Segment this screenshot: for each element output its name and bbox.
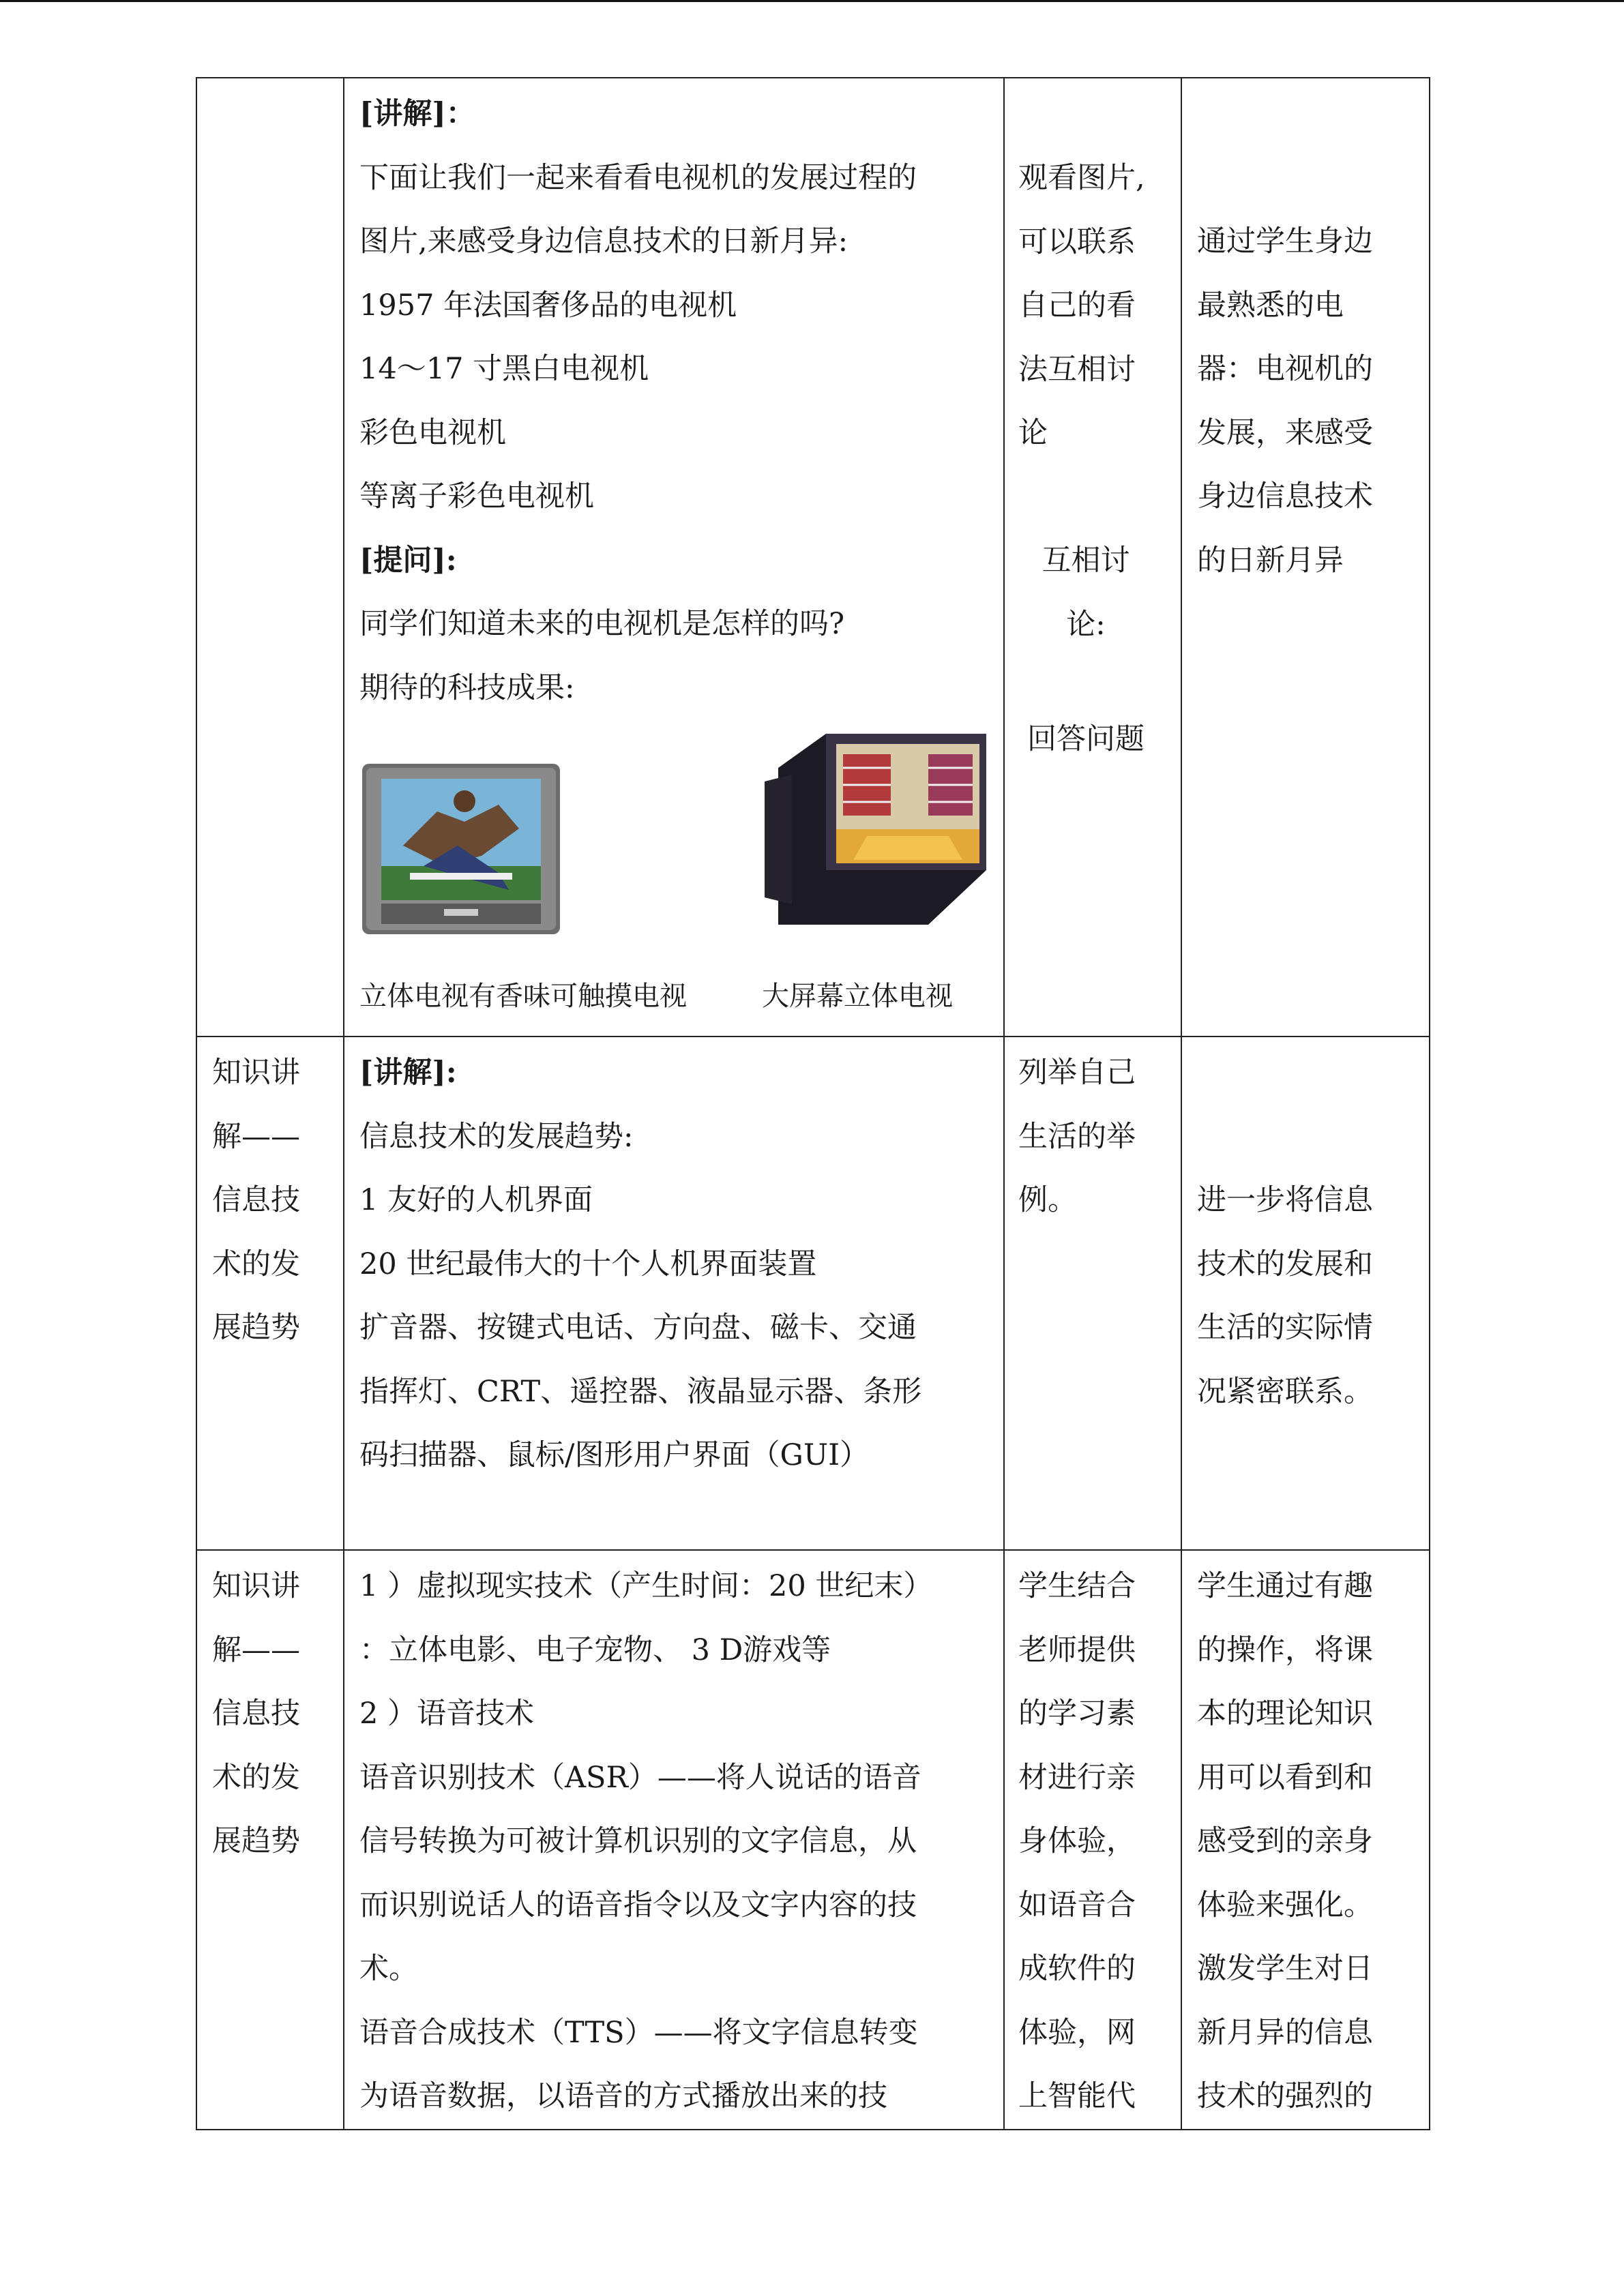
purpose-text-line: 技术的发展和 — [1197, 1247, 1373, 1281]
stage-cell — [196, 1037, 344, 1550]
student-text-line: 互相讨 — [1042, 543, 1130, 578]
student-text-line: 材进行亲 — [1018, 1760, 1136, 1795]
teacher-text-line: 扩音器、按键式电话、方向盘、磁卡、交通 — [359, 1311, 917, 1345]
teacher-text-line: 1957 年法国奢侈品的电视机 — [359, 288, 737, 323]
student-text-line: 的学习素 — [1018, 1697, 1136, 1731]
stage-label-line: 展趋势 — [212, 1311, 300, 1345]
table-row — [196, 1550, 1430, 2130]
teacher-text-line: 期待的科技成果: — [359, 670, 575, 705]
image-caption-left: 立体电视有香味可触摸电视 — [359, 981, 687, 1012]
student-text-line: 成软件的 — [1018, 1952, 1136, 1986]
section-heading: [讲解]： — [359, 97, 475, 131]
purpose-text-line: 新月异的信息 — [1197, 2015, 1373, 2050]
stage-label-line: 知识讲 — [212, 1056, 300, 1090]
purpose-cell — [1181, 78, 1430, 1037]
student-text-line: 生活的举 — [1018, 1119, 1136, 1154]
teacher-text-line: ：立体电影、电子宠物、 3 D游戏等 — [359, 1632, 831, 1667]
student-activity-cell — [1004, 78, 1181, 1037]
student-answer: 回答问题 — [1027, 722, 1145, 756]
teacher-activity-cell — [344, 1550, 1004, 2130]
purpose-cell — [1181, 1037, 1430, 1550]
stage-label-line: 解—— — [212, 1632, 300, 1667]
purpose-text-line: 的日新月异 — [1197, 543, 1344, 578]
teacher-text-line: 1 ）虚拟现实技术（产生时间：20 世纪末） — [359, 1569, 933, 1603]
stereo-tv-image — [362, 764, 560, 934]
student-text-line: 体验，网 — [1018, 2015, 1136, 2050]
teacher-text-line: 20 世纪最伟大的十个人机界面装置 — [359, 1247, 817, 1281]
image-caption-right: 大屏幕立体电视 — [762, 981, 953, 1012]
teacher-activity-cell — [344, 1037, 1004, 1550]
teacher-text-line: 彩色电视机 — [359, 415, 506, 450]
purpose-text-line: 体验来强化。 — [1197, 1888, 1373, 1922]
stage-label-line: 信息技 — [212, 1697, 300, 1731]
student-text-line: 身体验， — [1018, 1824, 1136, 1858]
student-text-line: 可以联系 — [1018, 224, 1136, 259]
student-text-line: 列举自己 — [1018, 1056, 1136, 1090]
stage-label-line: 信息技 — [212, 1183, 300, 1217]
stage-label-line: 知识讲 — [212, 1569, 300, 1603]
teacher-activity-cell — [344, 78, 1004, 1037]
student-text-line: 如语音合 — [1018, 1888, 1136, 1922]
student-text-line: 老师提供 — [1018, 1632, 1136, 1667]
stage-cell — [196, 1550, 344, 2130]
teacher-text-line: 语音合成技术（TTS）——将文字信息转变 — [359, 2015, 918, 2050]
purpose-text-line: 用可以看到和 — [1197, 1760, 1373, 1795]
teacher-text-line: 等离子彩色电视机 — [359, 479, 594, 513]
student-text-line: 例。 — [1018, 1183, 1077, 1217]
teacher-text-line: 图片,来感受身边信息技术的日新月异: — [359, 224, 848, 258]
purpose-text-line: 身边信息技术 — [1197, 479, 1373, 513]
teacher-text-line: 1 友好的人机界面 — [359, 1183, 593, 1217]
teacher-text-line: 14～17 寸黑白电视机 — [359, 352, 649, 386]
teacher-text-line: 信号转换为可被计算机识别的文字信息，从 — [359, 1824, 917, 1858]
teacher-text-line: 为语音数据，以语音的方式播放出来的技 — [359, 2079, 887, 2113]
student-text-line: 论: — [1066, 607, 1106, 642]
stage-cell — [196, 78, 344, 1037]
stage-label-line: 展趋势 — [212, 1824, 300, 1858]
purpose-text-line: 技术的强烈的 — [1197, 2079, 1373, 2113]
purpose-text-line: 最熟悉的电 — [1197, 288, 1344, 323]
purpose-text-line: 激发学生对日 — [1197, 1952, 1373, 1986]
student-activity-cell — [1004, 1550, 1181, 2130]
student-activity-cell — [1004, 1037, 1181, 1550]
tv-images — [359, 727, 990, 1020]
purpose-text-line: 本的理论知识 — [1197, 1697, 1373, 1731]
stage-label-line: 术的发 — [212, 1247, 300, 1281]
student-text-line: 上智能代 — [1018, 2079, 1136, 2113]
purpose-text-line: 感受到的亲身 — [1197, 1824, 1373, 1858]
table-row — [196, 78, 1430, 1037]
teacher-text-line: 术。 — [359, 1952, 418, 1986]
teacher-text-line: 信息技术的发展趋势: — [359, 1119, 634, 1154]
question-heading: [提问]: — [359, 543, 457, 578]
teacher-text-line: 码扫描器、鼠标/图形用户界面（GUI） — [359, 1438, 870, 1472]
student-text-line: 观看图片, — [1018, 161, 1145, 195]
purpose-cell — [1181, 1550, 1430, 2130]
student-text-line: 法互相讨 — [1018, 352, 1136, 387]
stage-label-line: 术的发 — [212, 1760, 300, 1795]
student-text-line: 论 — [1018, 416, 1048, 450]
purpose-text-line: 学生通过有趣 — [1197, 1569, 1373, 1603]
purpose-text-line: 况紧密联系。 — [1197, 1374, 1373, 1409]
stage-label-line: 解—— — [212, 1119, 300, 1154]
page-top-rule — [0, 0, 1624, 2]
teacher-text-line: 2 ）语音技术 — [359, 1697, 535, 1731]
purpose-text-line: 的操作，将课 — [1197, 1632, 1373, 1667]
table-row — [196, 1037, 1430, 1550]
teacher-text-line: 语音识别技术（ASR）——将人说话的语音 — [359, 1760, 921, 1795]
teacher-text-line: 同学们知道未来的电视机是怎样的吗? — [359, 607, 845, 641]
purpose-text-line: 进一步将信息 — [1197, 1183, 1373, 1217]
purpose-text-line: 发展，来感受 — [1197, 415, 1373, 450]
teacher-text-line: 下面让我们一起来看看电视机的发展过程的 — [359, 160, 917, 195]
purpose-text-line: 通过学生身边 — [1197, 224, 1373, 258]
teacher-text-line: 而识别说话人的语音指令以及文字内容的技 — [359, 1888, 917, 1922]
large-screen-tv-image — [765, 727, 986, 931]
purpose-text-line: 器：电视机的 — [1197, 352, 1373, 386]
purpose-text-line: 生活的实际情 — [1197, 1311, 1373, 1345]
student-text-line: 学生结合 — [1018, 1569, 1136, 1603]
lesson-plan-table — [196, 77, 1430, 2130]
section-heading: [讲解]: — [359, 1056, 457, 1090]
teacher-text-line: 指挥灯、CRT、遥控器、液晶显示器、条形 — [359, 1374, 922, 1409]
student-text-line: 自己的看 — [1018, 288, 1136, 323]
